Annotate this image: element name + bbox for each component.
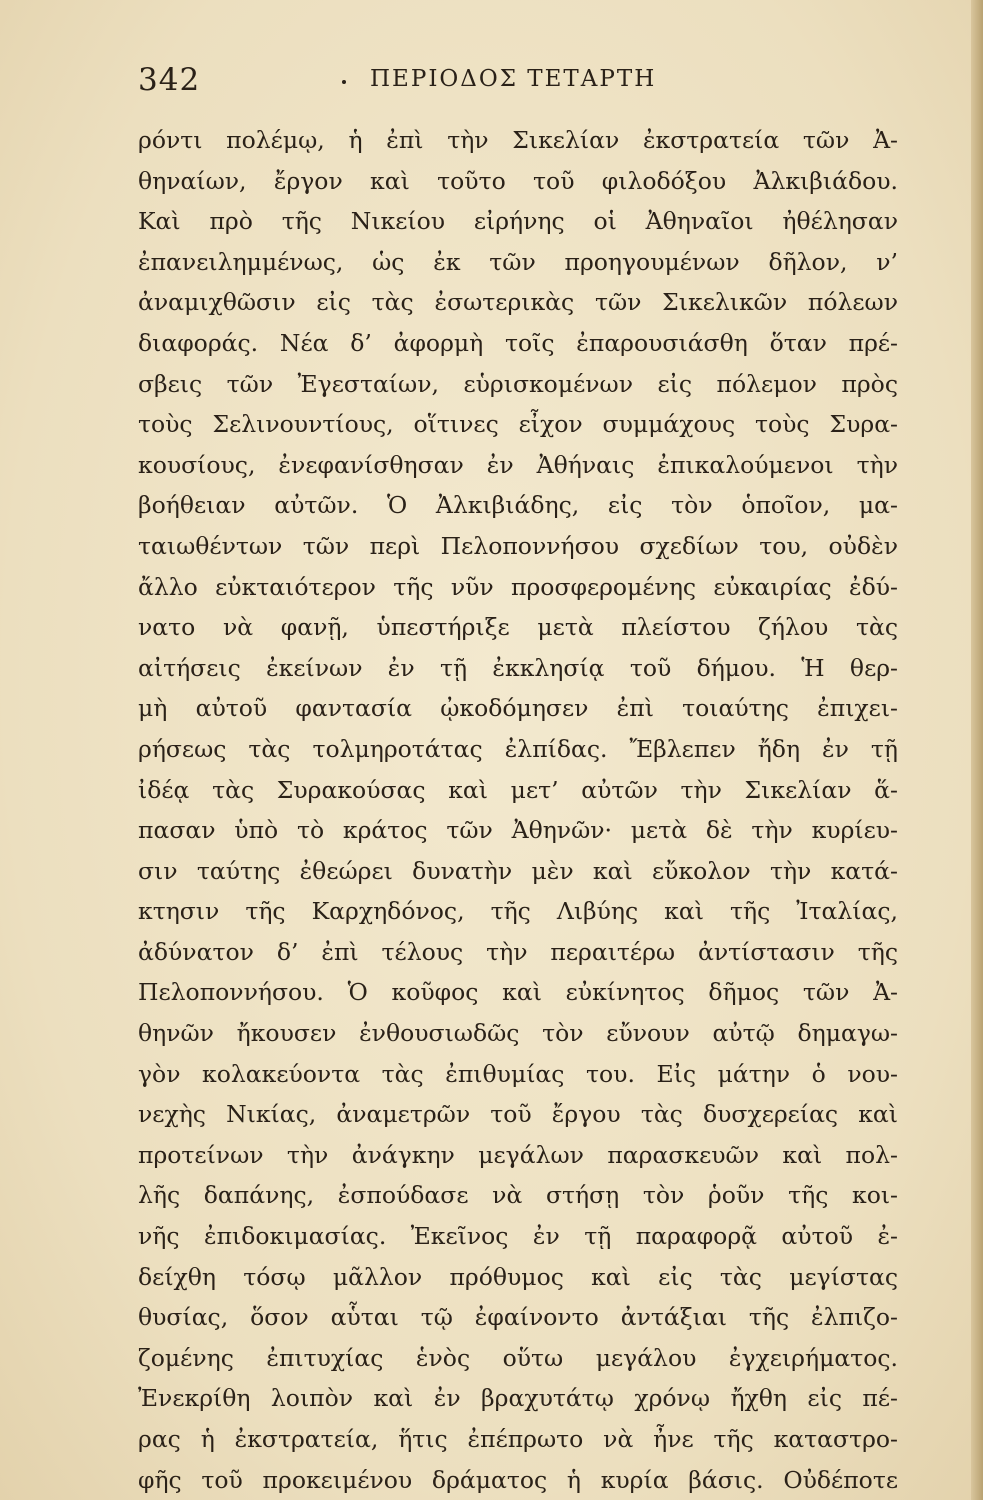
- text-line: θηνῶν ἤκουσεν ἐνθουσιωδῶς τὸν εὔνουν αὐτῷ δημαγω-: [138, 1019, 898, 1048]
- text-line: ἄλλο εὐκταιότερον τῆς νῦν προσφερομένης εὐκαιρίας ἐδύ-: [138, 572, 898, 601]
- text-line: ἀδύνατον δ’ ἐπὶ τέλους τὴν περαιτέρω ἀντίστασιν τῆς: [138, 937, 898, 966]
- text-line: Πελοποννήσου. Ὁ κοῦφος καὶ εὐκίνητος δῆμος τῶν Ἀ-: [138, 978, 898, 1007]
- text-line: σβεις τῶν Ἐγεσταίων, εὑρισκομένων εἰς πόλεμον πρὸς: [138, 369, 898, 398]
- text-line: διαφοράς. Νέα δ’ ἀφορμὴ τοῖς ἐπαρουσιάσθη ὅταν πρέ-: [138, 328, 898, 357]
- text-line: ἐπανειλημμένως, ὡς ἐκ τῶν προηγουμένων δῆλον, ν’: [138, 247, 898, 276]
- body-text: [138, 120, 898, 1500]
- header-dot-ornament: [342, 80, 346, 84]
- text-line: πασαν ὑπὸ τὸ κράτος τῶν Ἀθηνῶν· μετὰ δὲ τὴν κυρίευ-: [138, 816, 898, 845]
- text-line: κουσίους, ἐνεφανίσθησαν ἐν Ἀθήναις ἐπικαλούμενοι τὴν: [138, 450, 898, 479]
- text-line: θυσίας, ὅσον αὗται τῷ ἐφαίνοντο ἀντάξιαι τῆς ἐλπιζο-: [138, 1303, 898, 1332]
- text-line: φῆς τοῦ προκειμένου δράματος ἡ κυρία βάσις. Οὐδέποτε: [138, 1465, 898, 1494]
- text-line: ἀναμιχθῶσιν εἰς τὰς ἐσωτερικὰς τῶν Σικελικῶν πόλεων: [138, 288, 898, 317]
- page-edge-shadow: [971, 0, 983, 1500]
- text-line: γὸν κολακεύοντα τὰς ἐπιθυμίας του. Εἰς μάτην ὁ νου-: [138, 1059, 898, 1088]
- text-line: θηναίων, ἔργον καὶ τοῦτο τοῦ φιλοδόξου Ἀλκιβιάδου.: [138, 166, 898, 195]
- text-line: μὴ αὐτοῦ φαντασία ᾠκοδόμησεν ἐπὶ τοιαύτης ἐπιχει-: [138, 694, 898, 723]
- text-line: δείχθη τόσῳ μᾶλλον πρόθυμος καὶ εἰς τὰς μεγίστας: [138, 1262, 898, 1291]
- page-header: [138, 62, 898, 102]
- text-line: ἰδέᾳ τὰς Συρακούσας καὶ μετ’ αὐτῶν τὴν Σικελίαν ἅ-: [138, 775, 898, 804]
- text-line: λῆς δαπάνης, ἐσπούδασε νὰ στήσῃ τὸν ῥοῦν τῆς κοι-: [138, 1181, 898, 1210]
- text-line: κτησιν τῆς Καρχηδόνος, τῆς Λιβύης καὶ τῆς Ἰταλίας,: [138, 897, 898, 926]
- text-line: Καὶ πρὸ τῆς Νικείου εἰρήνης οἱ Ἀθηναῖοι ἠθέλησαν: [138, 207, 898, 236]
- text-line: τοὺς Σελινουντίους, οἵτινες εἶχον συμμάχους τοὺς Συρα-: [138, 410, 898, 439]
- text-line: νῆς ἐπιδοκιμασίας. Ἐκεῖνος ἐν τῇ παραφορᾷ αὐτοῦ ἐ-: [138, 1222, 898, 1251]
- text-line: αἰτήσεις ἐκείνων ἐν τῇ ἐκκλησίᾳ τοῦ δήμου. Ἡ θερ-: [138, 653, 898, 682]
- text-line: προτείνων τὴν ἀνάγκην μεγάλων παρασκευῶν καὶ πολ-: [138, 1140, 898, 1169]
- text-line: νεχὴς Νικίας, ἀναμετρῶν τοῦ ἔργου τὰς δυσχερείας καὶ: [138, 1100, 898, 1129]
- text-line: ταιωθέντων τῶν περὶ Πελοποννήσου σχεδίων του, οὐδὲν: [138, 531, 898, 560]
- text-line: ζομένης ἐπιτυχίας ἑνὸς οὕτω μεγάλου ἐγχειρήματος.: [138, 1343, 898, 1372]
- text-line: βοήθειαν αὐτῶν. Ὁ Ἀλκιβιάδης, εἰς τὸν ὁποῖον, μα-: [138, 491, 898, 520]
- text-line: Ἐνεκρίθη λοιπὸν καὶ ἐν βραχυτάτῳ χρόνῳ ἤχθη εἰς πέ-: [138, 1384, 898, 1413]
- text-line: σιν ταύτης ἐθεώρει δυνατὴν μὲν καὶ εὔκολον τὴν κατά-: [138, 856, 898, 885]
- text-line: ρας ἡ ἐκστρατεία, ἥτις ἐπέπρωτο νὰ ἦνε τῆς καταστρο-: [138, 1425, 898, 1453]
- text-line: ρήσεως τὰς τολμηροτάτας ἐλπίδας. Ἔβλεπεν ἤδη ἐν τῇ: [138, 734, 898, 763]
- page-number: 342: [138, 62, 201, 98]
- running-title: ΠΕΡΙΟΔΟΣ ΤΕΤΑΡΤΗ: [370, 66, 657, 92]
- text-line: ρόντι πολέμῳ, ἡ ἐπὶ τὴν Σικελίαν ἐκστρατεία τῶν Ἀ-: [138, 126, 898, 154]
- text-line: νατο νὰ φανῇ, ὑπεστήριξε μετὰ πλείστου ζήλου τὰς: [138, 613, 898, 642]
